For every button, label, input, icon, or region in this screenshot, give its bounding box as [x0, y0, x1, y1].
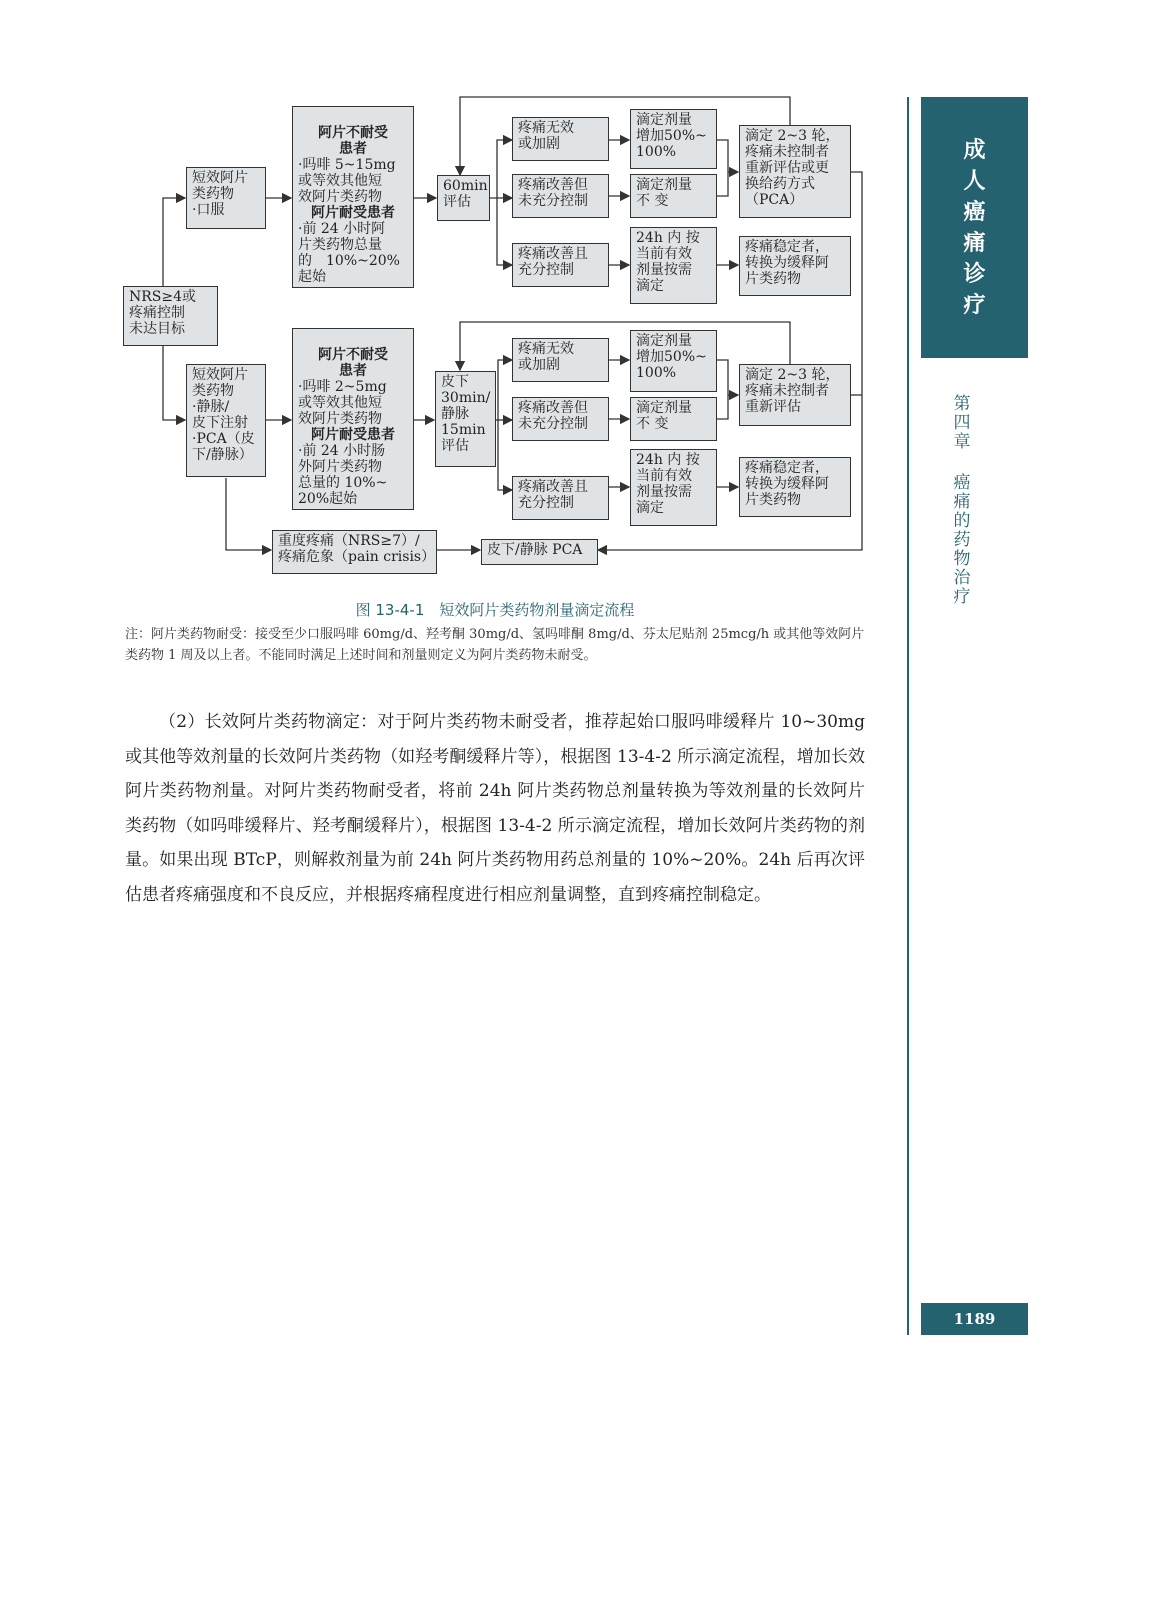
upper-outcome-3-box: 疼痛改善且 充分控制	[512, 243, 609, 287]
lower-dose-title-tolerant: 阿片耐受患者	[311, 427, 395, 443]
upper-action-3-box: 24h 内 按 当前有效 剂量按需 滴定	[630, 227, 717, 304]
section-title: 成人癌痛诊疗	[963, 137, 986, 318]
upper-dose-title-tolerant: 阿片耐受患者	[311, 205, 395, 221]
pca-box: 皮下/静脉 PCA	[481, 539, 598, 565]
upper-result-1-box: 滴定 2~3 轮， 疼痛未控制者 重新评估或更 换给药方式 （PCA）	[739, 125, 851, 218]
upper-dose-box	[292, 106, 414, 288]
upper-route-box: 短效阿片 类药物 ·口服	[186, 167, 266, 229]
upper-outcome-2-box: 疼痛改善但 未充分控制	[512, 174, 609, 218]
upper-dose-title-intolerant: 阿片不耐受 患者	[318, 125, 388, 157]
lower-route-box: 短效阿片 类药物 ·静脉/ 皮下注射 ·PCA（皮 下/静脉）	[186, 364, 266, 477]
section-tab	[921, 97, 1028, 358]
upper-result-2-box: 疼痛稳定者， 转换为缓释阿 片类药物	[739, 236, 851, 296]
chapter-title: 癌痛的药物治疗	[953, 473, 971, 607]
severe-pain-box: 重度疼痛（NRS≥7）/ 疼痛危象（pain crisis）	[272, 530, 437, 574]
lower-outcome-3-box: 疼痛改善且 充分控制	[512, 476, 609, 520]
body-paragraph: （2）长效阿片类药物滴定：对于阿片类药物未耐受者，推荐起始口服吗啡缓释片 10~30mg 或其他等效剂量的长效阿片类药物（如羟考酮缓释片等），根据图 13-4-2 所示滴定流程，增加长效阿片类药物剂量。对阿片类药物耐受者，将前 24h 阿片类药物总剂量转换为等效剂量的长效阿片类药物（如吗啡缓释片、羟考酮缓释片），根据图 13-4-2 所示滴定流程，增加长效阿片类药物的剂量。如果出现 BTcP，则解救剂量为前 24h 阿片类药物用药总剂量的 10%~20%。24h 后再次评估患者疼痛强度和不良反应，并根据疼痛程度进行相应剂量调整，直到疼痛控制稳定。	[125, 712, 865, 905]
chapter-heading	[950, 395, 974, 607]
upper-dose-text-intolerant: ·吗啡 5~15mg 或等效其他短 效阿片类药物	[298, 157, 396, 205]
figure-note: 注：阿片类药物耐受：接受至少口服吗啡 60mg/d、羟考酮 30mg/d、氢吗啡酮 8mg/d、芬太尼贴剂 25mcg/h 或其他等效阿片类药物 1 周及以上者。不能同时满足上述时间和剂量则定义为阿片类药物未耐受。	[125, 627, 865, 663]
chapter-label: 第四章	[953, 394, 971, 452]
lower-result-2-box: 疼痛稳定者， 转换为缓释阿 片类药物	[739, 457, 851, 517]
page-number: 1189	[921, 1303, 1028, 1335]
upper-eval-box: 60min 评估	[437, 175, 490, 221]
lower-outcome-1-box: 疼痛无效 或加剧	[512, 338, 609, 382]
lower-dose-text-tolerant: ·前 24 小时肠 外阿片类药物 总量的 10%~ 20%起始	[298, 443, 388, 507]
lower-result-1-box: 滴定 2~3 轮， 疼痛未控制者 重新评估	[739, 364, 851, 426]
lower-dose-text-intolerant: ·吗啡 2~5mg 或等效其他短 效阿片类药物	[298, 379, 387, 427]
lower-action-3-box: 24h 内 按 当前有效 剂量按需 滴定	[630, 449, 717, 526]
lower-outcome-2-box: 疼痛改善但 未充分控制	[512, 397, 609, 441]
lower-action-2-box: 滴定剂量 不 变	[630, 397, 717, 441]
upper-dose-text-tolerant: ·前 24 小时阿 片类药物总量 的 10%~20% 起始	[298, 221, 400, 285]
upper-action-1-box: 滴定剂量 增加50%~ 100%	[630, 109, 717, 169]
lower-dose-title-intolerant: 阿片不耐受 患者	[318, 347, 388, 379]
lower-action-1-box: 滴定剂量 增加50%~ 100%	[630, 330, 717, 392]
start-box: NRS≥4或 疼痛控制 未达目标	[123, 286, 218, 346]
lower-eval-box: 皮下 30min/ 静脉 15min 评估	[435, 371, 496, 467]
margin-rule	[907, 97, 909, 1335]
lower-dose-box	[292, 328, 414, 510]
upper-outcome-1-box: 疼痛无效 或加剧	[512, 117, 609, 161]
upper-action-2-box: 滴定剂量 不 变	[630, 174, 717, 218]
figure-caption: 图 13-4-1 短效阿片类药物剂量滴定流程	[355, 601, 635, 619]
